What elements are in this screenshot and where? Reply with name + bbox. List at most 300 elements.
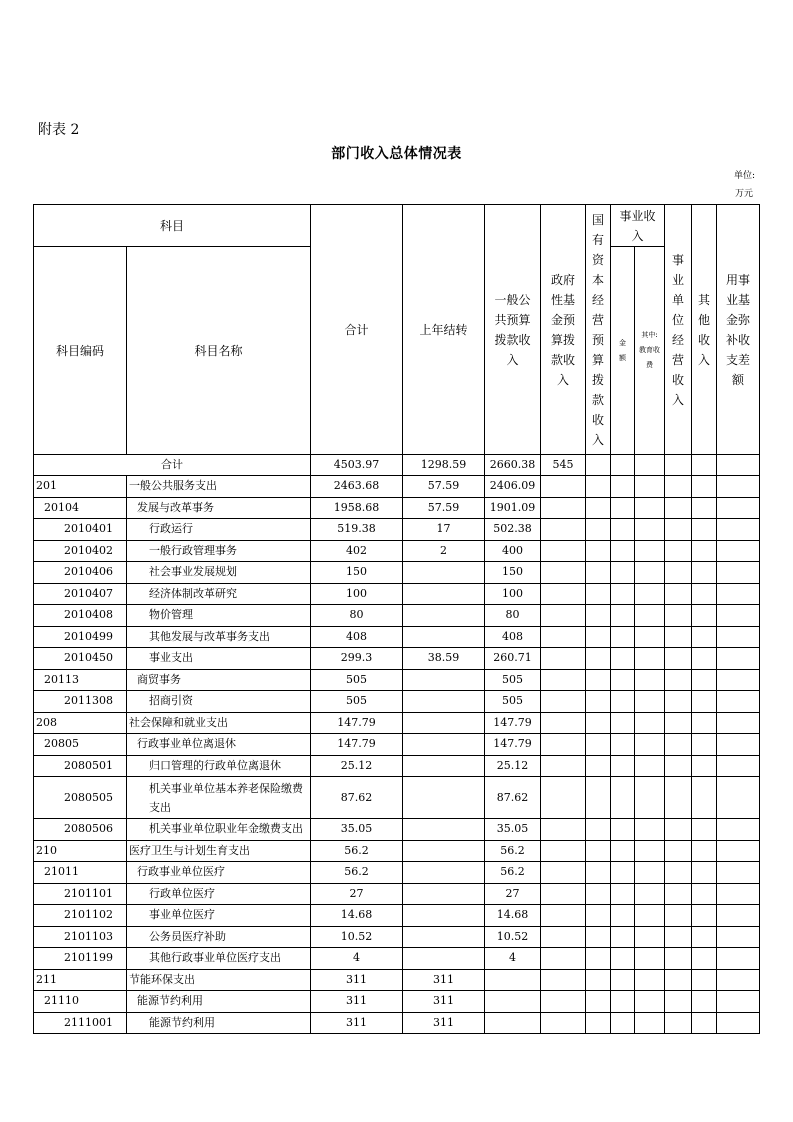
empty-cell [692,840,717,862]
row-general: 4 [485,948,541,970]
row-carryover: 57.59 [403,476,485,498]
empty-cell [586,648,611,670]
table-row [34,691,760,713]
row-name: 其他行政事业单位医疗支出 [127,948,311,970]
row-total: 14.68 [311,905,403,927]
empty-cell [611,605,635,627]
empty-cell [541,519,586,541]
empty-cell [717,519,760,541]
row-total: 2463.68 [311,476,403,498]
table-row [34,991,760,1013]
row-general: 408 [485,626,541,648]
table-row [34,497,760,519]
empty-cell [665,819,692,841]
empty-cell [611,905,635,927]
row-carryover: 38.59 [403,648,485,670]
table-row [34,605,760,627]
row-general: 10.52 [485,926,541,948]
empty-cell [635,626,665,648]
row-code: 2101101 [34,883,127,905]
empty-cell [665,1012,692,1034]
row-general: 502.38 [485,519,541,541]
row-code: 201 [34,476,127,498]
empty-cell [586,777,611,819]
row-carryover [403,734,485,756]
empty-cell [635,497,665,519]
empty-cell [717,734,760,756]
empty-cell [665,691,692,713]
empty-cell [635,476,665,498]
row-name: 社会保障和就业支出 [127,712,311,734]
row-carryover: 311 [403,1012,485,1034]
empty-cell [692,669,717,691]
empty-cell [611,712,635,734]
row-carryover: 2 [403,540,485,562]
table-row [34,1012,760,1034]
row-code: 2010499 [34,626,127,648]
row-name: 机关事业单位职业年金缴费支出 [127,819,311,841]
header-public-service: 事业收入 [611,205,665,247]
empty-cell [586,626,611,648]
table-row [34,476,760,498]
empty-cell [635,734,665,756]
unit-label: 单位: [733,171,755,181]
table-row [34,883,760,905]
row-code: 21011 [34,862,127,884]
row-total: 505 [311,691,403,713]
row-code: 211 [34,969,127,991]
empty-cell [635,819,665,841]
total-row [34,455,760,476]
empty-cell [717,540,760,562]
row-total: 402 [311,540,403,562]
row-total: 505 [311,669,403,691]
empty-cell [586,755,611,777]
empty-cell [541,476,586,498]
row-name: 其他发展与改革事务支出 [127,626,311,648]
empty-cell [692,755,717,777]
row-general [485,1012,541,1034]
empty-cell [665,562,692,584]
empty-cell [541,926,586,948]
table-row [34,583,760,605]
empty-cell [692,626,717,648]
empty-cell [586,734,611,756]
empty-cell [692,819,717,841]
row-carryover: 311 [403,991,485,1013]
row-carryover [403,755,485,777]
total-carryover: 1298.59 [403,455,485,476]
empty-cell [692,583,717,605]
unit-value: 万元 [734,189,753,199]
empty-cell [586,605,611,627]
row-total: 100 [311,583,403,605]
row-total: 311 [311,969,403,991]
empty-cell [611,1012,635,1034]
row-code: 2010401 [34,519,127,541]
empty-cell [717,819,760,841]
empty-cell [692,691,717,713]
row-general: 56.2 [485,862,541,884]
empty-cell [717,948,760,970]
row-total: 1958.68 [311,497,403,519]
row-carryover [403,583,485,605]
empty-cell [717,562,760,584]
row-code: 2080501 [34,755,127,777]
table-row [34,519,760,541]
empty-cell [586,476,611,498]
row-name: 公务员医疗补助 [127,926,311,948]
row-total: 147.79 [311,712,403,734]
empty-cell [586,819,611,841]
empty-cell [611,691,635,713]
row-name: 能源节约利用 [127,991,311,1013]
row-carryover: 17 [403,519,485,541]
empty-cell [541,562,586,584]
empty-cell [586,840,611,862]
row-code: 2010406 [34,562,127,584]
empty-cell [692,712,717,734]
empty-cell [692,497,717,519]
empty-cell [541,862,586,884]
empty-cell [717,991,760,1013]
row-name: 一般行政管理事务 [127,540,311,562]
empty-cell [692,605,717,627]
row-general [485,991,541,1013]
empty-cell [635,583,665,605]
table-row [34,969,760,991]
empty-cell [665,648,692,670]
empty-cell [665,777,692,819]
row-carryover [403,777,485,819]
row-code: 210 [34,840,127,862]
empty-cell [586,712,611,734]
table-row [34,755,760,777]
empty-cell [611,819,635,841]
empty-cell [586,905,611,927]
empty-cell [717,497,760,519]
row-code: 20113 [34,669,127,691]
empty-cell [665,862,692,884]
empty-cell [541,777,586,819]
empty-cell [665,519,692,541]
empty-cell [665,605,692,627]
empty-cell [541,583,586,605]
row-name: 发展与改革事务 [127,497,311,519]
row-general: 35.05 [485,819,541,841]
row-carryover: 57.59 [403,497,485,519]
empty-cell [611,519,635,541]
row-total: 311 [311,1012,403,1034]
empty-cell [586,562,611,584]
page-title: 部门收入总体情况表 [331,146,462,162]
empty-cell [635,519,665,541]
header-name: 科目名称 [127,247,311,455]
appendix-label: 附表 2 [38,122,80,138]
row-code: 2101199 [34,948,127,970]
row-name: 归口管理的行政单位离退休 [127,755,311,777]
row-general: 14.68 [485,905,541,927]
empty-cell [717,905,760,927]
header-subject: 科目 [34,205,311,247]
empty-cell [611,626,635,648]
row-code: 2111001 [34,1012,127,1034]
row-name: 商贸事务 [127,669,311,691]
empty-cell [586,862,611,884]
row-total: 150 [311,562,403,584]
empty-cell [665,840,692,862]
row-code: 2010450 [34,648,127,670]
header-other: 其他收入 [692,205,717,455]
row-general: 150 [485,562,541,584]
empty-cell [541,734,586,756]
empty-cell [541,883,586,905]
header-code: 科目编码 [34,247,127,455]
row-carryover [403,562,485,584]
empty-cell [635,840,665,862]
row-general [485,969,541,991]
empty-cell [586,540,611,562]
row-general: 56.2 [485,840,541,862]
header-general-budget: 一般公共预算拨款收入 [485,205,541,455]
empty-cell [717,669,760,691]
empty-cell [611,734,635,756]
header-gov-fund: 政府性基金预算拨款收入 [541,205,586,455]
empty-cell [635,669,665,691]
row-carryover [403,948,485,970]
row-total: 35.05 [311,819,403,841]
row-carryover [403,605,485,627]
row-name: 行政单位医疗 [127,883,311,905]
empty-cell [541,626,586,648]
header-amount: 金额 [611,247,635,455]
header-total: 合计 [311,205,403,455]
table-row [34,905,760,927]
row-total: 519.38 [311,519,403,541]
row-general: 400 [485,540,541,562]
row-carryover [403,926,485,948]
row-general: 505 [485,669,541,691]
empty-cell [541,905,586,927]
empty-cell [717,926,760,948]
empty-cell [541,648,586,670]
row-general: 2406.09 [485,476,541,498]
table-row [34,562,760,584]
empty-cell [635,755,665,777]
empty-cell [586,583,611,605]
empty-cell [611,562,635,584]
table-row [34,777,760,819]
row-total: 4 [311,948,403,970]
empty-cell [586,669,611,691]
row-name: 经济体制改革研究 [127,583,311,605]
empty-cell [665,755,692,777]
header-balance: 用事业基金弥补收支差额 [717,205,760,455]
empty-cell [611,883,635,905]
empty-cell [692,905,717,927]
empty-cell [717,691,760,713]
row-name: 行政事业单位离退休 [127,734,311,756]
empty-cell [635,991,665,1013]
empty-cell [586,497,611,519]
empty-cell [611,969,635,991]
table-row [34,626,760,648]
row-carryover [403,819,485,841]
empty-cell [635,691,665,713]
empty-cell [611,755,635,777]
row-general: 80 [485,605,541,627]
total-total: 4503.97 [311,455,403,476]
empty-cell [692,948,717,970]
empty-cell [541,819,586,841]
row-code: 2101102 [34,905,127,927]
row-code: 208 [34,712,127,734]
empty-cell [665,948,692,970]
empty-cell [586,926,611,948]
empty-cell [692,991,717,1013]
empty-cell [665,669,692,691]
row-carryover [403,712,485,734]
empty-cell [665,905,692,927]
empty-cell [665,497,692,519]
empty-cell [611,991,635,1013]
empty-cell [541,691,586,713]
row-name: 招商引资 [127,691,311,713]
empty-cell [586,519,611,541]
empty-cell [541,712,586,734]
row-name: 行政运行 [127,519,311,541]
row-total: 25.12 [311,755,403,777]
empty-cell [611,497,635,519]
table-row [34,926,760,948]
row-general: 505 [485,691,541,713]
empty-cell [586,948,611,970]
empty-cell [692,734,717,756]
row-total: 299.3 [311,648,403,670]
row-code: 2101103 [34,926,127,948]
empty-cell [692,1012,717,1034]
empty-cell [635,648,665,670]
row-code: 2010407 [34,583,127,605]
empty-cell [586,883,611,905]
row-total: 10.52 [311,926,403,948]
row-general: 260.71 [485,648,541,670]
row-code: 2080506 [34,819,127,841]
row-code: 20104 [34,497,127,519]
empty-cell [635,777,665,819]
empty-cell [541,1012,586,1034]
empty-cell [717,605,760,627]
row-name: 事业单位医疗 [127,905,311,927]
empty-cell [692,562,717,584]
empty-cell [541,840,586,862]
empty-cell [692,862,717,884]
row-code: 2080505 [34,777,127,819]
table-row [34,734,760,756]
row-name: 行政事业单位医疗 [127,862,311,884]
row-general: 147.79 [485,734,541,756]
empty-cell [541,669,586,691]
table-row [34,862,760,884]
income-table [33,204,760,1034]
row-carryover [403,669,485,691]
row-total: 408 [311,626,403,648]
row-code: 2011308 [34,691,127,713]
header-edu-fee: 其中:教育收费 [635,247,665,455]
row-carryover [403,840,485,862]
empty-cell [635,712,665,734]
row-total: 311 [311,991,403,1013]
table-row [34,819,760,841]
empty-cell [541,540,586,562]
table-row [34,948,760,970]
empty-cell [717,840,760,862]
row-carryover [403,691,485,713]
empty-cell [717,883,760,905]
empty-cell [586,969,611,991]
empty-cell [635,926,665,948]
empty-cell [717,969,760,991]
empty-cell [611,777,635,819]
table-row [34,669,760,691]
empty-cell [541,991,586,1013]
row-carryover [403,626,485,648]
empty-cell [611,648,635,670]
row-carryover [403,905,485,927]
empty-cell [611,583,635,605]
row-name: 医疗卫生与计划生育支出 [127,840,311,862]
empty-cell [635,540,665,562]
row-total: 27 [311,883,403,905]
table-row [34,648,760,670]
row-total: 56.2 [311,862,403,884]
row-general: 147.79 [485,712,541,734]
empty-cell [692,648,717,670]
empty-cell [541,969,586,991]
header-carryover: 上年结转 [403,205,485,455]
empty-cell [635,969,665,991]
row-name: 一般公共服务支出 [127,476,311,498]
empty-cell [635,1012,665,1034]
row-general: 87.62 [485,777,541,819]
header-unit-operation: 事业单位经营收入 [665,205,692,455]
total-fund: 545 [541,455,586,476]
empty-cell [611,669,635,691]
row-code: 20805 [34,734,127,756]
empty-cell [541,605,586,627]
row-general: 25.12 [485,755,541,777]
empty-cell [717,1012,760,1034]
row-total: 56.2 [311,840,403,862]
empty-cell [717,648,760,670]
empty-cell [586,991,611,1013]
empty-cell [665,991,692,1013]
empty-cell [635,883,665,905]
row-carryover: 311 [403,969,485,991]
empty-cell [717,862,760,884]
empty-cell [541,948,586,970]
row-code: 2010408 [34,605,127,627]
empty-cell [692,777,717,819]
row-name: 社会事业发展规划 [127,562,311,584]
table-row [34,712,760,734]
empty-cell [611,540,635,562]
empty-cell [635,605,665,627]
empty-cell [692,969,717,991]
empty-cell [717,476,760,498]
empty-cell [541,755,586,777]
empty-cell [541,497,586,519]
